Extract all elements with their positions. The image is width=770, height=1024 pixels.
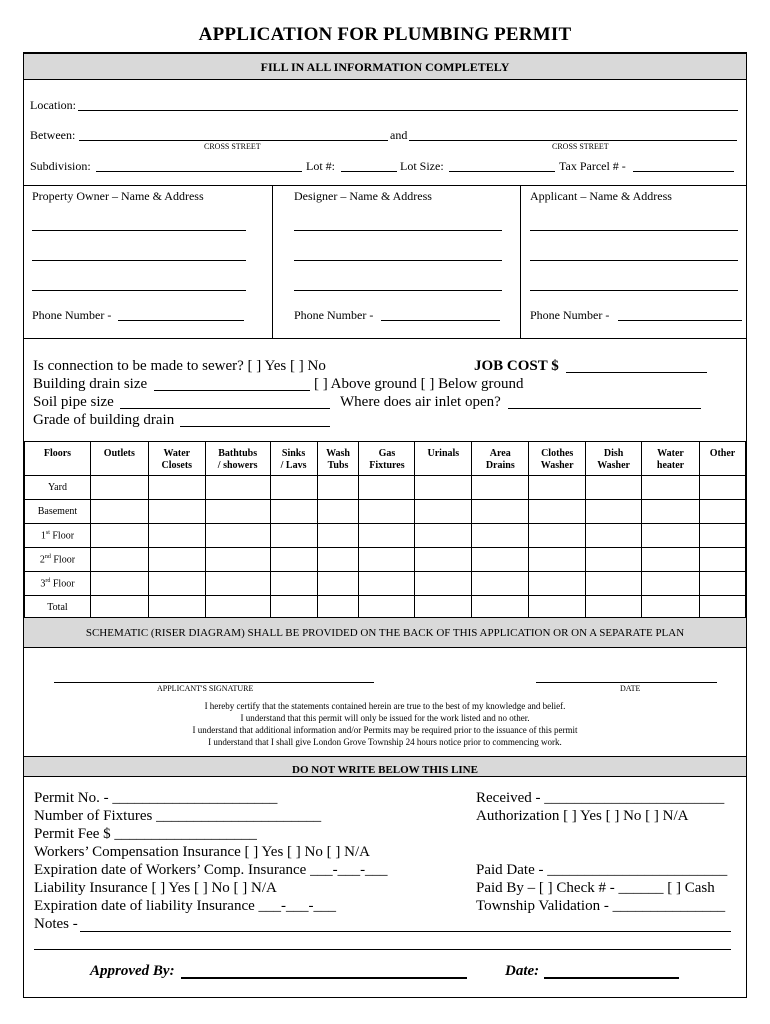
applicant-signature-field[interactable] — [54, 682, 374, 683]
subdivision-field[interactable] — [96, 171, 302, 172]
cell[interactable] — [699, 572, 745, 596]
cell[interactable] — [472, 596, 529, 620]
tax-parcel-field[interactable] — [633, 171, 734, 172]
cell[interactable] — [359, 500, 415, 524]
cell[interactable] — [317, 596, 359, 620]
notes-line-2[interactable] — [34, 949, 731, 950]
cell[interactable] — [148, 596, 205, 620]
certify-line: I understand that this permit will only be issued for the work listed and no other. — [240, 713, 530, 723]
soil-pipe-label: Soil pipe size — [33, 394, 114, 410]
cell[interactable] — [472, 548, 529, 572]
table-row — [25, 500, 746, 524]
divider — [272, 185, 273, 338]
col-header-floors: Floors — [25, 442, 91, 476]
cell[interactable] — [472, 500, 529, 524]
location-label: Location: — [30, 98, 76, 112]
cell[interactable] — [270, 548, 317, 572]
cell[interactable] — [415, 500, 472, 524]
permit-no-field[interactable]: Permit No. - ______________________ — [34, 790, 278, 806]
cell[interactable] — [205, 572, 270, 596]
table-row — [25, 572, 746, 596]
cell[interactable] — [270, 500, 317, 524]
date-caption: DATE — [620, 684, 641, 693]
cell[interactable] — [642, 524, 700, 548]
lot-label: Lot #: — [306, 159, 335, 173]
cell[interactable] — [586, 596, 642, 620]
cell[interactable] — [90, 548, 148, 572]
do-not-write-banner — [24, 756, 746, 777]
cell[interactable] — [415, 572, 472, 596]
between-label: Between: — [30, 128, 76, 142]
col-header-gas-fixtures: Gas Fixtures — [359, 442, 415, 476]
cell[interactable] — [642, 476, 700, 500]
liability-insurance-field[interactable]: Liability Insurance [ ] Yes [ ] No [ ] N/A — [34, 880, 277, 896]
designer-line-1[interactable] — [294, 230, 502, 231]
owner-phone-field[interactable] — [118, 320, 244, 321]
designer-line-2[interactable] — [294, 260, 502, 261]
col-header-dish-washer: Dish Washer — [586, 442, 642, 476]
col-header-sinks: Sinks / Lavs — [270, 442, 317, 476]
cell[interactable] — [317, 572, 359, 596]
workers-comp-field[interactable]: Workers’ Compensation Insurance [ ] Yes [ ] No [ ] N/A — [34, 844, 370, 860]
ground-options[interactable]: [ ] Above ground [ ] Below ground — [314, 376, 524, 392]
paid-by-field[interactable]: Paid By – [ ] Check # - ______ [ ] Cash — [476, 880, 715, 896]
table-row — [25, 596, 746, 620]
designer-heading: Designer – Name & Address — [294, 189, 432, 203]
designer-line-3[interactable] — [294, 290, 502, 291]
cell[interactable] — [205, 596, 270, 620]
cell[interactable] — [415, 596, 472, 620]
cell[interactable] — [586, 548, 642, 572]
cell[interactable] — [699, 500, 745, 524]
certify-line: I hereby certify that the statements contained herein are true to the best of my knowledge and belief. — [204, 701, 566, 711]
cell[interactable] — [472, 524, 529, 548]
col-header-bathtubs: Bathtubs / showers — [205, 442, 270, 476]
floor-label-basement: Basement — [25, 500, 91, 524]
permit-fee-field[interactable]: Permit Fee $ ___________________ — [34, 826, 257, 842]
cell[interactable] — [642, 548, 700, 572]
lot-size-field[interactable] — [449, 171, 555, 172]
schematic-banner — [24, 617, 746, 648]
drain-size-field[interactable] — [154, 390, 310, 391]
cell[interactable] — [359, 596, 415, 620]
applicant-phone-label: Phone Number - — [530, 308, 610, 322]
floor-label-3rd: 3rd Floor — [25, 572, 91, 596]
cell[interactable] — [529, 596, 586, 620]
cell[interactable] — [270, 476, 317, 500]
lot-field[interactable] — [341, 171, 397, 172]
floor-label-yard: Yard — [25, 476, 91, 500]
tax-parcel-label: Tax Parcel # - — [559, 159, 626, 173]
cell[interactable] — [586, 524, 642, 548]
cell[interactable] — [359, 476, 415, 500]
cell[interactable] — [148, 476, 205, 500]
cell[interactable] — [472, 572, 529, 596]
table-row — [25, 548, 746, 572]
approved-by-label: Approved By: — [90, 963, 175, 979]
approved-by-field[interactable] — [181, 977, 467, 979]
cell[interactable] — [205, 476, 270, 500]
cell[interactable] — [90, 500, 148, 524]
cell[interactable] — [359, 572, 415, 596]
certify-line: I understand that additional information and/or Permits may be required prior to the issuance of this permit — [192, 725, 578, 735]
office-left-column — [34, 789, 388, 933]
paid-date-field[interactable]: Paid Date - ________________________ — [476, 862, 728, 878]
cell[interactable] — [699, 476, 745, 500]
applicant-line-2[interactable] — [530, 260, 738, 261]
cell[interactable] — [205, 524, 270, 548]
designer-phone-label: Phone Number - — [294, 308, 374, 322]
col-header-water-closets: Water Closets — [148, 442, 205, 476]
owner-heading: Property Owner – Name & Address — [32, 189, 204, 203]
divider — [520, 185, 521, 338]
liability-expiration-field[interactable]: Expiration date of liability Insurance ___-___-___ — [34, 898, 336, 914]
cell[interactable] — [205, 548, 270, 572]
and-label: and — [390, 128, 408, 142]
cell[interactable] — [415, 548, 472, 572]
cell[interactable] — [148, 500, 205, 524]
cell[interactable] — [205, 500, 270, 524]
grade-label: Grade of building drain — [33, 412, 175, 428]
subdivision-label: Subdivision: — [30, 159, 91, 173]
cell[interactable] — [529, 500, 586, 524]
cell[interactable] — [415, 524, 472, 548]
fixtures-header-row — [25, 442, 746, 476]
cell[interactable] — [270, 524, 317, 548]
workers-comp-expiration-field[interactable]: Expiration date of Workers’ Comp. Insurance ___-___-___ — [34, 862, 388, 878]
floor-label-2nd: 2nd Floor — [25, 548, 91, 572]
designer-phone-field[interactable] — [381, 320, 500, 321]
approved-date-label: Date: — [505, 963, 540, 979]
col-header-other: Other — [699, 442, 745, 476]
grade-field[interactable] — [180, 426, 330, 427]
applicant-line-3[interactable] — [530, 290, 738, 291]
received-field[interactable]: Received - ________________________ — [476, 790, 725, 806]
cell[interactable] — [586, 572, 642, 596]
cross-street-2-field[interactable] — [409, 140, 737, 141]
authorization-field[interactable]: Authorization [ ] Yes [ ] No [ ] N/A — [476, 808, 689, 824]
air-inlet-field[interactable] — [508, 408, 701, 409]
cross-street-caption-2: CROSS STREET — [552, 142, 609, 151]
soil-pipe-field[interactable] — [120, 408, 330, 409]
job-cost-label: JOB COST $ — [474, 358, 559, 374]
approved-date-field[interactable] — [544, 977, 679, 979]
applicant-line-1[interactable] — [530, 230, 738, 231]
location-field[interactable] — [78, 110, 738, 111]
table-row — [25, 524, 746, 548]
notes-line-1[interactable] — [80, 931, 731, 932]
schematic-text: SCHEMATIC (RISER DIAGRAM) SHALL BE PROVIDED ON THE BACK OF THIS APPLICATION OR ON A SEPARATE PLAN — [85, 627, 685, 639]
cell[interactable] — [699, 548, 745, 572]
cell[interactable] — [472, 476, 529, 500]
cell[interactable] — [270, 596, 317, 620]
notes-label: Notes - — [34, 916, 78, 932]
cell[interactable] — [529, 548, 586, 572]
applicant-heading: Applicant – Name & Address — [530, 189, 672, 203]
lot-size-label: Lot Size: — [400, 159, 444, 173]
cell[interactable] — [148, 548, 205, 572]
floor-label-total: Total — [25, 596, 91, 620]
cell[interactable] — [317, 500, 359, 524]
signature-caption: APPLICANT'S SIGNATURE — [157, 684, 254, 693]
owner-phone-label: Phone Number - — [32, 308, 112, 322]
col-header-area-drains: Area Drains — [472, 442, 529, 476]
divider — [24, 185, 746, 186]
col-header-outlets: Outlets — [90, 442, 148, 476]
cell[interactable] — [586, 476, 642, 500]
cell[interactable] — [317, 476, 359, 500]
fill-all-text: FILL IN ALL INFORMATION COMPLETELY — [260, 60, 510, 74]
col-header-wash-tubs: Wash Tubs — [317, 442, 359, 476]
signature-date-field[interactable] — [536, 682, 717, 683]
applicant-phone-field[interactable] — [618, 320, 742, 321]
cell[interactable] — [317, 524, 359, 548]
number-of-fixtures-field[interactable]: Number of Fixtures ______________________ — [34, 808, 322, 824]
cross-street-1-field[interactable] — [79, 140, 388, 141]
col-header-clothes-washer: Clothes Washer — [529, 442, 586, 476]
cell[interactable] — [529, 524, 586, 548]
fill-all-banner — [24, 53, 746, 80]
air-inlet-label: Where does air inlet open? — [340, 394, 501, 410]
table-row — [25, 476, 746, 500]
cell[interactable] — [642, 500, 700, 524]
cell[interactable] — [529, 572, 586, 596]
sewer-question: Is connection to be made to sewer? [ ] Yes [ ] No — [33, 358, 326, 374]
cell[interactable] — [90, 572, 148, 596]
cell[interactable] — [586, 500, 642, 524]
cell[interactable] — [148, 572, 205, 596]
cross-street-caption-1: CROSS STREET — [204, 142, 261, 151]
cell[interactable] — [529, 476, 586, 500]
divider — [24, 338, 746, 339]
owner-line-1[interactable] — [32, 230, 246, 231]
cell[interactable] — [642, 596, 700, 620]
cell[interactable] — [270, 572, 317, 596]
do-not-write-text: DO NOT WRITE BELOW THIS LINE — [292, 764, 478, 776]
cell[interactable] — [415, 476, 472, 500]
cell[interactable] — [90, 476, 148, 500]
col-header-water-heater: Water heater — [642, 442, 700, 476]
cell[interactable] — [699, 524, 745, 548]
floor-label-1st: 1st Floor — [25, 524, 91, 548]
cell[interactable] — [359, 524, 415, 548]
certify-line: I understand that I shall give London Grove Township 24 hours notice prior to commencing work. — [208, 737, 562, 747]
cell[interactable] — [317, 548, 359, 572]
office-right-column — [476, 789, 727, 915]
owner-line-3[interactable] — [32, 290, 246, 291]
cell[interactable] — [90, 596, 148, 620]
cell[interactable] — [148, 524, 205, 548]
fixtures-table — [24, 441, 746, 620]
page-title: APPLICATION FOR PLUMBING PERMIT — [198, 24, 572, 45]
col-header-urinals: Urinals — [415, 442, 472, 476]
cell[interactable] — [90, 524, 148, 548]
owner-line-2[interactable] — [32, 260, 246, 261]
job-cost-field[interactable] — [566, 372, 707, 373]
cell[interactable] — [642, 572, 700, 596]
cell[interactable] — [359, 548, 415, 572]
cell[interactable] — [699, 596, 745, 620]
township-validation-field[interactable]: Township Validation - _______________ — [476, 898, 726, 914]
certification-text — [0, 700, 770, 748]
drain-size-label: Building drain size — [33, 376, 148, 392]
